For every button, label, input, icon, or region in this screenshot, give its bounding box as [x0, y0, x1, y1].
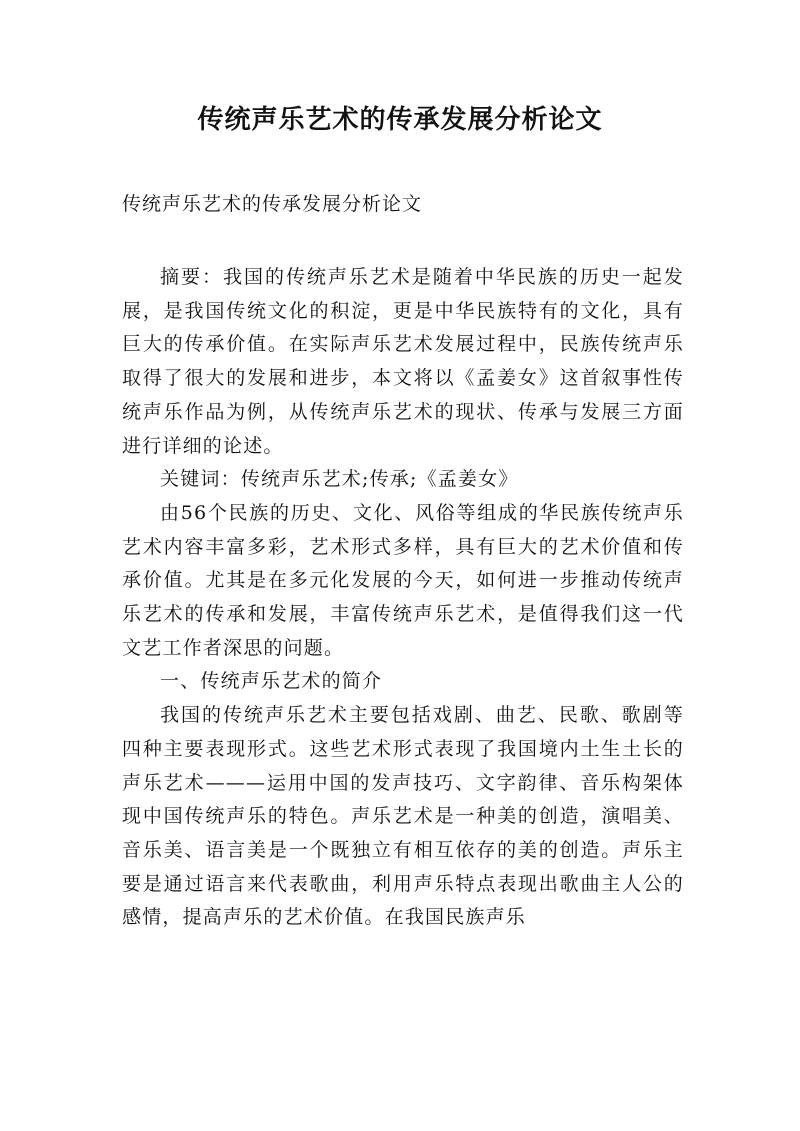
document-title: 传统声乐艺术的传承发展分析论文: [197, 105, 603, 135]
keywords-paragraph: 关键词：传统声乐艺术;传承;《孟姜女》: [160, 468, 519, 491]
document-body: [122, 261, 684, 935]
intro-paragraph: 由56个民族的历史、文化、风俗等组成的华民族传统声乐艺术内容丰富多彩，艺术形式多样，具有巨大的艺术价值和传承价值。尤其是在多元化发展的今天，如何进一步推动传统声乐艺术的传承和发展，丰富传统声乐艺术，是值得我们这一代文艺工作者深思的问题。: [122, 501, 684, 659]
document-subtitle: 传统声乐艺术的传承发展分析论文: [122, 193, 423, 215]
section-paragraph: 我国的传统声乐艺术主要包括戏剧、曲艺、民歌、歌剧等四种主要表现形式。这些艺术形式表现了我国境内土生土长的声乐艺术———运用中国的发声技巧、文字韵律、音乐构架体现中国传统声乐的特色。声乐艺术是一种美的创造，演唱美、音乐美、语言美是一个既独立有相互依存的美的创造。声乐主要是通过语言来代表歌曲，利用声乐特点表现出歌曲主人公的感情，提高声乐的艺术价值。在我国民族声乐: [122, 704, 684, 929]
section-heading: 一、传统声乐艺术的简介: [160, 670, 383, 693]
abstract-paragraph: 摘要：我国的传统声乐艺术是随着中华民族的历史一起发展，是我国传统文化的积淀，更是中华民族特有的文化，具有巨大的传承价值。在实际声乐艺术发展过程中，民族传统声乐取得了很大的发展和进步，本文将以《孟姜女》这首叙事性传统声乐作品为例，从传统声乐艺术的现状、传承与发展三方面进行详细的论述。: [122, 266, 684, 457]
